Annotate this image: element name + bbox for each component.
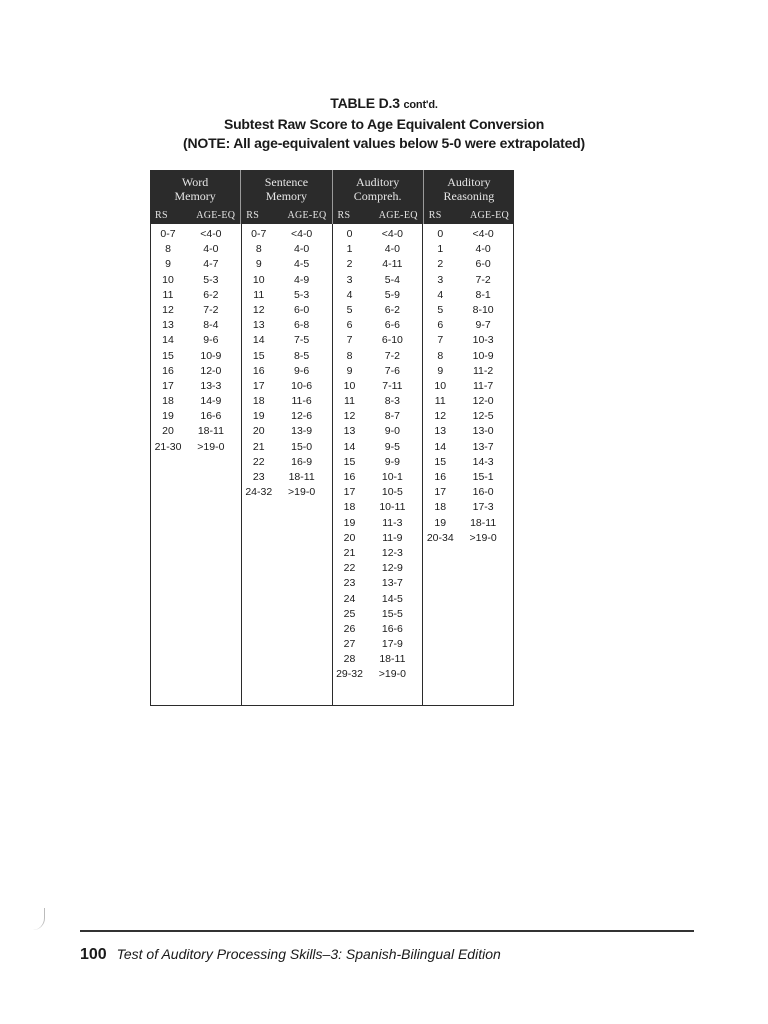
age-equivalent-cell: 5-9 [384,288,400,301]
table-row [151,257,241,272]
raw-score-cell: 9 [437,364,444,377]
table-row [242,303,332,318]
raw-score-cell: 8 [255,243,262,256]
age-equivalent-cell: 10-9 [472,349,494,362]
column-sentence-memory [242,224,333,705]
age-equivalent-cell: 15-5 [381,607,403,620]
age-equivalent-cell: >19-0 [469,531,497,544]
age-equivalent-cell: 5-3 [294,288,310,301]
raw-score-cell: 7 [346,334,353,347]
age-equivalent-cell: 13-7 [472,440,494,453]
age-equivalent-cell: 12-0 [200,364,222,377]
table-row [333,622,423,637]
raw-score-cell: 11 [434,395,446,408]
age-equivalent-cell: 14-9 [200,395,222,408]
raw-score-cell: 10 [434,379,447,392]
raw-score-cell: 0-7 [251,228,267,240]
age-equivalent-cell: 6-8 [294,319,310,332]
table-row [333,500,423,515]
raw-score-cell: 28 [343,653,356,666]
age-equivalent-cell: <4-0 [381,228,404,240]
raw-score-cell: 20 [162,425,174,438]
table-row [423,257,513,272]
raw-score-cell: 13 [434,425,447,438]
table-row [423,440,513,455]
column-subheader: RS AGE-EQ [155,209,236,221]
age-equivalent-cell: 18-11 [288,471,315,483]
age-equivalent-cell: 13-9 [291,425,313,438]
raw-score-cell: 12 [252,303,265,316]
title-line-3: (NOTE: All age-equivalent values below 5-0 were extrapolated) [183,135,585,151]
age-equivalent-cell: 15-0 [291,440,313,453]
table-row [333,516,423,531]
raw-score-cell: 15 [162,349,174,362]
table-body [150,224,514,706]
age-equivalent-cell: 16-0 [472,486,494,499]
column-auditory-reasoning [423,224,513,705]
table-number: TABLE D.3 [330,95,400,111]
age-equivalent-cell: <4-0 [200,228,222,240]
raw-score-cell: 12 [434,410,447,423]
table-row [333,303,423,318]
table-row [333,667,423,682]
age-equivalent-cell: 7-2 [384,349,400,362]
age-equivalent-cell: 10-3 [472,334,494,347]
age-equivalent-cell: 10-11 [379,501,406,514]
column-auditory-compreh [333,224,424,705]
age-equivalent-cell: 10-6 [291,379,313,392]
age-equivalent-cell: 9-7 [475,319,491,332]
table-row [242,409,332,424]
raw-score-cell: 16 [162,364,174,377]
age-equivalent-cell: 17-3 [472,501,494,514]
table-row [423,485,513,500]
age-equivalent-cell: 4-0 [384,243,400,256]
column-subheader: RS AGE-EQ [428,209,509,221]
footer-rule [80,930,694,932]
header-sentence-memory [241,170,332,224]
raw-score-cell: 5 [346,303,353,316]
raw-score-cell: 11 [162,288,174,301]
raw-score-cell: 4 [437,288,444,301]
age-equivalent-cell: 12-9 [381,562,403,575]
age-equivalent-cell: 16-6 [381,622,403,635]
table-row [333,257,423,272]
column-title: Word Memory [174,175,216,203]
raw-score-cell: 3 [346,273,353,286]
raw-score-cell: 14 [162,334,174,347]
table-row [151,424,241,439]
table-row [333,561,423,576]
raw-score-cell: 13 [162,319,174,332]
age-equivalent-cell: 10-1 [381,471,403,483]
age-equivalent-cell: 8-1 [475,288,491,301]
table-row [242,394,332,409]
raw-score-cell: 18 [343,501,356,514]
raw-score-cell: 9 [346,364,353,377]
table-row [151,409,241,424]
raw-score-cell: 5 [437,303,444,316]
table-row [242,485,332,500]
raw-score-cell: 24 [343,592,356,605]
table-row [333,242,423,257]
raw-score-cell: 12 [162,303,174,316]
table-row [423,409,513,424]
raw-score-cell: 9 [165,258,171,271]
age-equivalent-cell: 13-0 [472,425,494,438]
table-header [150,170,514,224]
raw-score-cell: 13 [343,425,356,438]
header-auditory-reasoning [424,170,514,224]
table-row [423,470,513,485]
raw-score-cell: 18 [434,501,447,514]
table-row [333,531,423,546]
raw-score-cell: 7 [437,334,444,347]
table-row [242,379,332,394]
table-row [151,227,241,242]
raw-score-cell: 29-32 [336,668,363,681]
raw-score-cell: 17 [343,486,356,499]
table-row [242,349,332,364]
table-row [333,424,423,439]
raw-score-cell: 19 [252,410,265,423]
raw-score-cell: 20 [252,425,265,438]
column-word-memory [151,224,242,705]
age-equivalent-cell: 12-5 [472,410,494,423]
age-equivalent-cell: 14-3 [472,455,494,468]
age-equivalent-cell: 16-9 [291,455,313,468]
table-row [423,227,513,242]
raw-score-cell: 10 [252,273,265,286]
table-row [151,349,241,364]
raw-score-cell: 14 [343,440,356,453]
raw-score-cell: 9 [255,258,262,271]
raw-score-cell: 21 [252,440,265,453]
raw-score-cell: 17 [162,379,174,392]
age-equivalent-cell: 11-9 [382,531,403,544]
raw-score-cell: 10 [343,379,356,392]
raw-score-cell: 19 [434,516,447,529]
table-row [151,364,241,379]
table-row [423,516,513,531]
age-equivalent-cell: 9-5 [384,440,400,453]
table-row [333,637,423,652]
raw-score-cell: 21-30 [154,440,182,453]
age-equivalent-cell: 4-5 [294,258,310,271]
age-equivalent-cell: 13-7 [381,577,403,590]
age-equivalent-cell: 4-7 [203,258,219,271]
table-row [242,273,332,288]
age-equivalent-cell: 13-3 [200,379,222,392]
age-equivalent-cell: 12-6 [291,410,313,423]
raw-score-cell: 1 [437,243,444,256]
age-equivalent-cell: 6-0 [294,303,310,316]
age-equivalent-cell: 10-5 [381,486,403,499]
age-equivalent-cell: 9-6 [294,364,310,377]
table-row [333,485,423,500]
raw-score-cell: 18 [162,395,174,408]
raw-score-cell: 16 [343,471,356,483]
column-subheader: RS AGE-EQ [246,209,327,221]
table-row [423,364,513,379]
title-line-1 [0,94,768,115]
age-equivalent-cell: 10-9 [200,349,222,362]
column-title: Sentence Memory [264,175,309,203]
table-row [423,242,513,257]
table-row [151,288,241,303]
age-equivalent-cell: 7-2 [203,303,219,316]
table-row [242,440,332,455]
raw-score-cell: 21 [343,546,356,559]
age-equivalent-cell: 7-2 [475,273,491,286]
age-equivalent-cell: 6-2 [203,288,219,301]
table-continued: cont'd. [403,99,438,111]
raw-score-cell: 2 [346,258,353,271]
table-row [423,349,513,364]
book-title: Test of Auditory Processing Skills–3: Spanish-Bilingual Edition [116,946,501,962]
age-equivalent-cell: 18-11 [379,653,406,666]
table-row [151,440,241,455]
age-equivalent-cell: 8-5 [294,349,310,362]
raw-score-cell: 17 [252,379,265,392]
header-word-memory [150,170,241,224]
table-row [242,257,332,272]
table-row [423,500,513,515]
raw-score-cell: 6 [346,319,353,332]
age-equivalent-cell: <4-0 [290,228,313,240]
raw-score-cell: 1 [346,243,353,256]
raw-score-cell: 19 [162,410,174,423]
table-row [423,379,513,394]
raw-score-cell: 18 [252,395,265,408]
table-row [151,242,241,257]
raw-score-cell: 25 [343,607,356,620]
table-row [151,333,241,348]
age-equivalent-cell: 6-6 [384,319,400,332]
table-row [333,592,423,607]
table-row [242,227,332,242]
table-row [333,333,423,348]
table-row [242,455,332,470]
age-equivalent-cell: 4-9 [294,273,310,286]
table-row [423,273,513,288]
age-equivalent-cell: 11-7 [473,379,494,392]
age-equivalent-cell: 8-7 [384,410,400,423]
age-equivalent-cell: 8-3 [384,395,400,408]
raw-score-cell: 16 [252,364,265,377]
raw-score-cell: 20-34 [426,531,454,544]
table-row [423,455,513,470]
raw-score-cell: 6 [437,319,444,332]
page-smudge [30,908,45,930]
age-equivalent-cell: 9-6 [203,334,219,347]
table-row [423,288,513,303]
table-row [242,424,332,439]
table-row [333,607,423,622]
table-row [333,440,423,455]
age-equivalent-cell: 18-11 [197,425,224,438]
table-row [333,349,423,364]
conversion-table [150,170,514,706]
raw-score-cell: 11 [253,288,265,301]
table-row [423,394,513,409]
table-row [423,318,513,333]
raw-score-cell: 11 [344,395,355,408]
table-row [242,470,332,485]
age-equivalent-cell: 14-5 [381,592,403,605]
age-equivalent-cell: 5-4 [384,273,400,286]
age-equivalent-cell: 5-3 [203,273,219,286]
table-row [423,303,513,318]
age-equivalent-cell: 8-10 [472,303,494,316]
raw-score-cell: 12 [343,410,356,423]
title-line-2: Subtest Raw Score to Age Equivalent Conversion [223,116,545,132]
age-equivalent-cell: >19-0 [197,440,225,453]
column-title: Auditory Compreh. [353,175,402,203]
age-equivalent-cell: 6-10 [381,334,403,347]
table-row [333,546,423,561]
raw-score-cell: 17 [434,486,447,499]
age-equivalent-cell: 4-0 [203,243,219,256]
table-row [242,333,332,348]
age-equivalent-cell: 17-9 [381,638,403,651]
raw-score-cell: 13 [252,319,265,332]
table-row [333,576,423,591]
age-equivalent-cell: 7-11 [382,379,403,392]
table-row [242,318,332,333]
age-equivalent-cell: 11-2 [473,364,494,377]
table-row [333,455,423,470]
table-row [151,273,241,288]
raw-score-cell: 27 [343,638,356,651]
table-row [333,288,423,303]
table-row [423,424,513,439]
raw-score-cell: 0-7 [160,228,176,240]
table-row [333,470,423,485]
table-row [423,333,513,348]
raw-score-cell: 19 [343,516,356,529]
raw-score-cell: 16 [434,471,447,483]
table-row [333,273,423,288]
raw-score-cell: 2 [437,258,444,271]
age-equivalent-cell: 4-0 [475,243,491,256]
age-equivalent-cell: 4-11 [382,258,403,271]
page-footer [80,946,501,964]
raw-score-cell: 23 [252,471,265,483]
table-row [151,303,241,318]
age-equivalent-cell: 6-2 [384,303,400,316]
raw-score-cell: 23 [343,577,356,590]
age-equivalent-cell: 7-6 [384,364,400,377]
age-equivalent-cell: 16-6 [200,410,222,423]
age-equivalent-cell: 12-0 [472,395,494,408]
table-row [242,364,332,379]
age-equivalent-cell: 4-0 [294,243,310,256]
age-equivalent-cell: 18-11 [470,516,497,529]
age-equivalent-cell: >19-0 [288,486,316,499]
raw-score-cell: 4 [346,288,353,301]
age-equivalent-cell: 9-9 [384,455,400,468]
raw-score-cell: 8 [165,243,171,256]
age-equivalent-cell: 11-6 [291,395,312,408]
age-equivalent-cell: 9-0 [384,425,400,438]
raw-score-cell: 22 [252,455,265,468]
column-subheader: RS AGE-EQ [337,209,418,221]
age-equivalent-cell: 15-1 [472,471,494,483]
age-equivalent-cell: 11-3 [382,516,403,529]
raw-score-cell: 8 [437,349,444,362]
raw-score-cell: 0 [437,228,444,240]
table-row [333,364,423,379]
table-row [242,242,332,257]
table-row [333,409,423,424]
raw-score-cell: 15 [434,455,447,468]
table-row [151,318,241,333]
table-row [333,227,423,242]
table-row [333,318,423,333]
age-equivalent-cell: 7-5 [294,334,310,347]
age-equivalent-cell: 12-3 [381,546,403,559]
header-auditory-compreh [333,170,424,224]
table-row [333,652,423,667]
table-row [151,379,241,394]
table-row [333,394,423,409]
age-equivalent-cell: <4-0 [472,228,494,240]
table-row [423,531,513,546]
raw-score-cell: 15 [343,455,356,468]
table-row [151,394,241,409]
page-number: 100 [80,946,107,963]
raw-score-cell: 14 [434,440,447,453]
age-equivalent-cell: 6-0 [475,258,491,271]
table-row [242,288,332,303]
raw-score-cell: 8 [346,349,353,362]
raw-score-cell: 10 [162,273,174,286]
raw-score-cell: 22 [343,562,356,575]
raw-score-cell: 0 [346,228,353,240]
raw-score-cell: 3 [437,273,444,286]
age-equivalent-cell: >19-0 [378,668,406,681]
raw-score-cell: 24-32 [245,486,273,499]
raw-score-cell: 26 [343,622,356,635]
raw-score-cell: 14 [252,334,265,347]
raw-score-cell: 20 [343,531,356,544]
table-row [333,379,423,394]
table-title [0,94,768,153]
age-equivalent-cell: 8-4 [203,319,219,332]
column-title: Auditory Reasoning [443,175,495,203]
raw-score-cell: 15 [252,349,265,362]
